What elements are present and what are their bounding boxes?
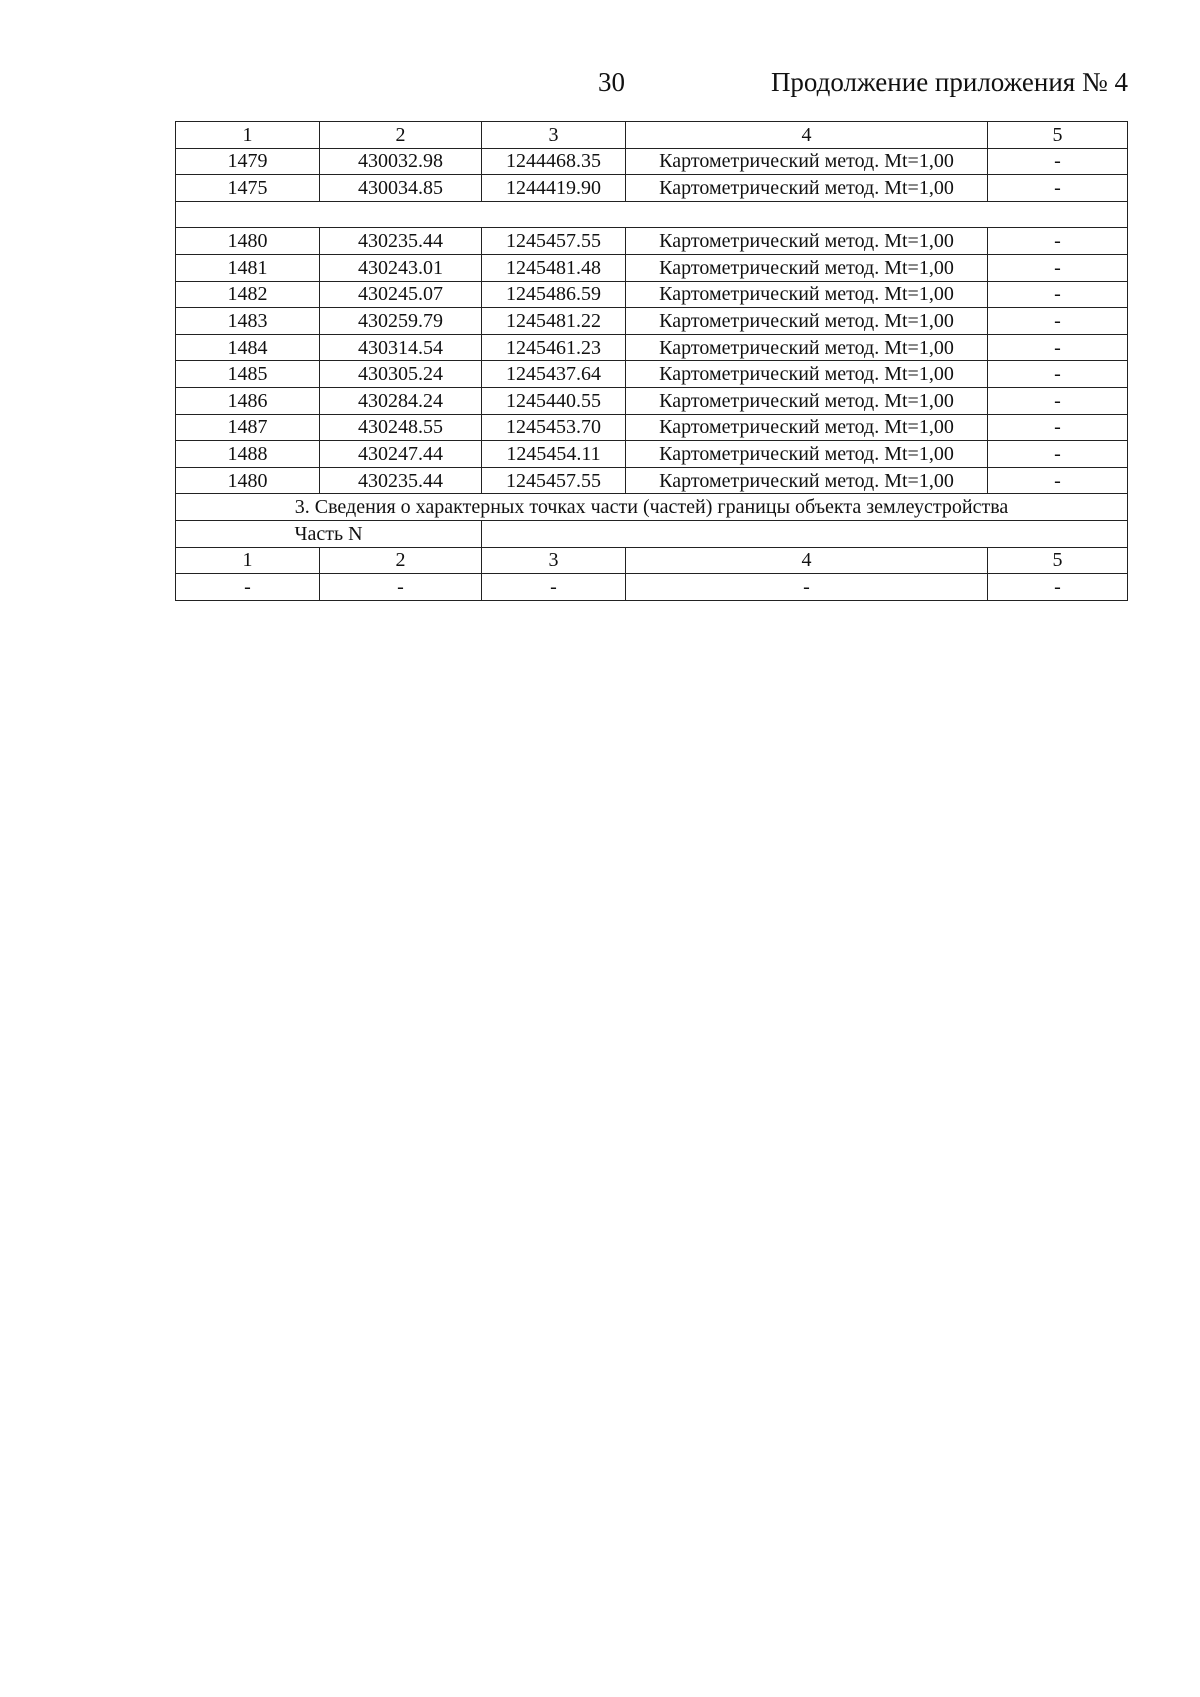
- x-coordinate-cell: 430032.98: [320, 148, 482, 175]
- part-label: Часть N: [176, 520, 482, 547]
- x-coordinate-cell: 430235.44: [320, 467, 482, 494]
- page-number: 30: [598, 67, 625, 97]
- separator-cell: [176, 201, 1128, 228]
- section-title-row: [176, 494, 1128, 521]
- method-cell: Картометрический метод. Mt=1,00: [626, 361, 988, 388]
- point-number-cell: 1482: [176, 281, 320, 308]
- x-coordinate-cell: 430305.24: [320, 361, 482, 388]
- table-row: [176, 281, 1128, 308]
- method-cell: Картометрический метод. Mt=1,00: [626, 467, 988, 494]
- method-cell: Картометрический метод. Mt=1,00: [626, 175, 988, 202]
- note-cell: -: [988, 414, 1128, 441]
- y-coordinate-cell: 1245461.23: [482, 334, 626, 361]
- column-number: 4: [626, 547, 988, 574]
- part-empty-cell: [482, 520, 1128, 547]
- note-cell: -: [988, 254, 1128, 281]
- method-cell: Картометрический метод. Mt=1,00: [626, 334, 988, 361]
- y-coordinate-cell: 1245486.59: [482, 281, 626, 308]
- column-number: 3: [482, 547, 626, 574]
- column-number: 2: [320, 547, 482, 574]
- y-coordinate-cell: 1245440.55: [482, 387, 626, 414]
- point-number-cell: 1483: [176, 308, 320, 335]
- note-cell: -: [988, 387, 1128, 414]
- x-coordinate-cell: 430314.54: [320, 334, 482, 361]
- note-cell: -: [988, 334, 1128, 361]
- x-coordinate-cell: 430243.01: [320, 254, 482, 281]
- method-cell: Картометрический метод. Mt=1,00: [626, 414, 988, 441]
- separator-row: [176, 201, 1128, 228]
- point-number-cell: 1480: [176, 467, 320, 494]
- method-cell: Картометрический метод. Mt=1,00: [626, 308, 988, 335]
- y-coordinate-cell: 1245457.55: [482, 228, 626, 255]
- y-coordinate-cell: 1245457.55: [482, 467, 626, 494]
- point-number-cell: 1487: [176, 414, 320, 441]
- x-coordinate-cell: 430248.55: [320, 414, 482, 441]
- column-number-row: [176, 122, 1128, 149]
- x-coordinate-cell: 430034.85: [320, 175, 482, 202]
- y-coordinate-cell: 1245454.11: [482, 441, 626, 468]
- column-number: 5: [988, 547, 1128, 574]
- column-number: 2: [320, 122, 482, 149]
- x-coordinate-cell: -: [320, 574, 482, 601]
- method-cell: -: [626, 574, 988, 601]
- note-cell: -: [988, 467, 1128, 494]
- table-row: [176, 334, 1128, 361]
- y-coordinate-cell: 1245481.22: [482, 308, 626, 335]
- y-coordinate-cell: 1245481.48: [482, 254, 626, 281]
- point-number-cell: 1480: [176, 228, 320, 255]
- table-row: [176, 441, 1128, 468]
- column-number: 1: [176, 122, 320, 149]
- table-row: [176, 175, 1128, 202]
- table-row: [176, 414, 1128, 441]
- method-cell: Картометрический метод. Mt=1,00: [626, 387, 988, 414]
- column-number: 3: [482, 122, 626, 149]
- column-number: 5: [988, 122, 1128, 149]
- method-cell: Картометрический метод. Mt=1,00: [626, 228, 988, 255]
- point-number-cell: 1488: [176, 441, 320, 468]
- note-cell: -: [988, 574, 1128, 601]
- table-row: [176, 467, 1128, 494]
- method-cell: Картометрический метод. Mt=1,00: [626, 281, 988, 308]
- note-cell: -: [988, 281, 1128, 308]
- method-cell: Картометрический метод. Mt=1,00: [626, 148, 988, 175]
- y-coordinate-cell: 1244419.90: [482, 175, 626, 202]
- point-number-cell: 1484: [176, 334, 320, 361]
- y-coordinate-cell: 1244468.35: [482, 148, 626, 175]
- point-number-cell: 1486: [176, 387, 320, 414]
- method-cell: Картометрический метод. Mt=1,00: [626, 441, 988, 468]
- point-number-cell: -: [176, 574, 320, 601]
- column-number-row: [176, 547, 1128, 574]
- table-row: [176, 308, 1128, 335]
- y-coordinate-cell: 1245453.70: [482, 414, 626, 441]
- point-number-cell: 1475: [176, 175, 320, 202]
- note-cell: -: [988, 175, 1128, 202]
- part-label-row: [176, 520, 1128, 547]
- section-title: 3. Сведения о характерных точках части (частей) границы объекта землеустройства: [176, 494, 1128, 521]
- x-coordinate-cell: 430245.07: [320, 281, 482, 308]
- table-row: [176, 387, 1128, 414]
- y-coordinate-cell: 1245437.64: [482, 361, 626, 388]
- x-coordinate-cell: 430247.44: [320, 441, 482, 468]
- table-row: [176, 361, 1128, 388]
- x-coordinate-cell: 430284.24: [320, 387, 482, 414]
- boundary-points-table: [175, 121, 1128, 601]
- note-cell: -: [988, 361, 1128, 388]
- x-coordinate-cell: 430235.44: [320, 228, 482, 255]
- point-number-cell: 1479: [176, 148, 320, 175]
- point-number-cell: 1485: [176, 361, 320, 388]
- appendix-title: Продолжение приложения № 4: [770, 67, 1128, 97]
- table-row: [176, 228, 1128, 255]
- table-row: [176, 574, 1128, 601]
- table-row: [176, 254, 1128, 281]
- column-number: 4: [626, 122, 988, 149]
- point-number-cell: 1481: [176, 254, 320, 281]
- note-cell: -: [988, 148, 1128, 175]
- column-number: 1: [176, 547, 320, 574]
- x-coordinate-cell: 430259.79: [320, 308, 482, 335]
- note-cell: -: [988, 441, 1128, 468]
- method-cell: Картометрический метод. Mt=1,00: [626, 254, 988, 281]
- table-row: [176, 148, 1128, 175]
- y-coordinate-cell: -: [482, 574, 626, 601]
- note-cell: -: [988, 228, 1128, 255]
- note-cell: -: [988, 308, 1128, 335]
